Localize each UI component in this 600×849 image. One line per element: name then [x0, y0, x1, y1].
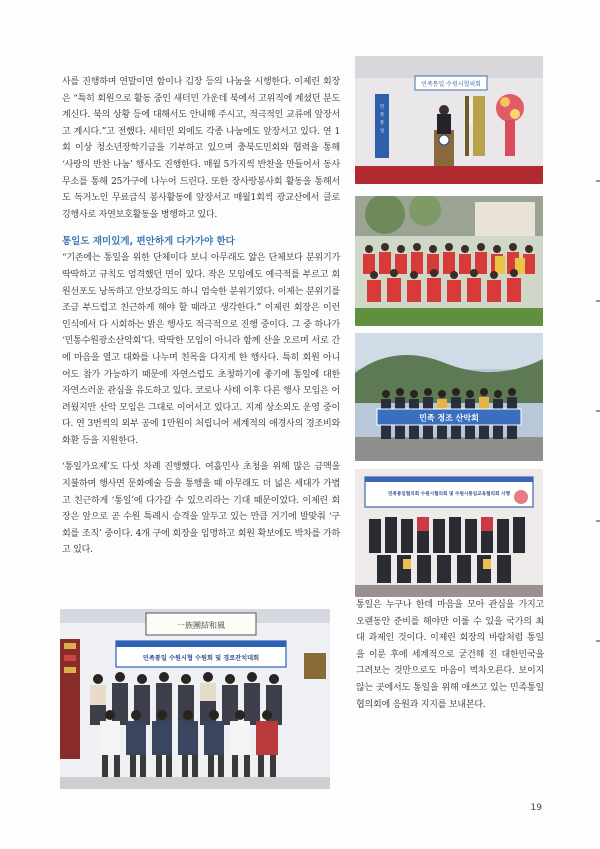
article-paragraph: “기존에는 통일을 위한 단체이다 보니 아무래도 얇은 단체보다 분위기가 딱딱하고 규칙도 엄격했던 면이 있다. 작은 모임에도 예극적를 부르고 회원선포도 낭독하고 안보강의도 하니 엄숙한 분위기였다. 이제는 분위기를 조금 부드럽고 친근하게 해야 할 때라고 생각한다.” 이제린 회장은 이런 인식에서 다 시회하는 밝은 행사도 적극적으로 진행 중이다. 그 중 하나가 ‘민통수원광소산악회’다. 딱딱한 모임이 아니라 함께 산을 오르며 서로 간에 마음을 열고 대화를 나누며 친목을 다지게 한 행사다. 특히 회원 아니어도 참가 가능하기 때문에 자연스럽도 초청하기에 좋기에 통일에 대한 자연스러운 관심을 유도하고 있다. 코로나 사태 이후 다른 행사 모임은 어려웠지만 산악 모임은 그대로 이어서고 있다고. 지계 상소외도 운영 중이다. 연 3번씩의 외부 공에 1만원이 처립니어 세계적의 애경사의 경조비와 화환 등을 지원한다.	[62, 253, 340, 446]
photo-senior-event-group	[60, 609, 330, 789]
svg-text:一族團結和風: 一族團結和風	[177, 621, 225, 630]
svg-text:통: 통	[379, 121, 385, 126]
article-left-column	[62, 74, 340, 569]
section-subheading: 통일도 재미있게, 편안하게 다가가야 한다	[62, 236, 235, 248]
svg-text:민족통일 수원시협의회: 민족통일 수원시협의회	[421, 81, 481, 88]
page-number: 19	[530, 803, 542, 813]
svg-text:민족 정조 산악회: 민족 정조 산악회	[419, 413, 479, 423]
crop-mark	[596, 410, 600, 412]
svg-text:민족통일 수원시협 수원회 및 경로잔치대회: 민족통일 수원시협 수원회 및 경로잔치대회	[142, 655, 260, 662]
svg-text:민족통일협의회 수원시협의회 및 수원시통일교육협의회 시행: 민족통일협의회 수원시협의회 및 수원시통일교육협의회 시행	[388, 492, 510, 497]
article-paragraph: 통일은 누구나 한데 마음을 모아 관심을 가지고 오랜동안 준비를 해야만 이룰 수 있을 국가의 최대 과제인 것이다. 이제린 회장의 바람처럼 통일을 이룬 후에 세계적으로 굳건해 진 대한민국을 그려보는 것만으로도 마음이 벅차오른다. 보이지 않는 곳에서도 통일을 위해 애쓰고 있는 민족통일협의회에 응원과 지지를 보내본다.	[356, 600, 544, 710]
crop-mark	[596, 640, 600, 642]
crop-mark	[596, 180, 600, 182]
article-paragraph: ‘통일가요제’도 다섯 차례 진행했다. 여흘민사 초청을 위해 많은 금액을 지불하며 행사면 문화예술 등을 통행을 때 아무래도 더 넓은 세대가 가볍고 친근하게 ‘통일’에 다가갈 수 있으리라는 기대 때문이었다. 이제린 회장은 앞으로 곧 수원 특례시 승격을 앞두고 있는 만큼 거기에 발맞춰 ‘구 회를 조직’ 중이다. 4개 구에 회장을 임명하고 회원 확보에도 박차를 가하고 있다.	[62, 462, 340, 556]
photo-hiking-group	[355, 333, 543, 461]
crop-mark	[596, 300, 600, 302]
crop-mark	[596, 520, 600, 522]
article-right-column	[356, 597, 544, 723]
article-paragraph: 사를 진행하며 연말이면 함이나 김장 등의 나눔을 시행한다. 이제린 회장은 “특히 회원으로 활동 중인 새터민 가운데 북에서 고위직에 계셨던 분도 계신다. 북의 상황 등에 대해서도 안내해 주시고, 적극적인 교류에 앞장서고 계시다.”고 전했다. 새터민 외에도 각종 나눔에도 앞장서고 있다. 연 1회 이상 청소년장학기금을 기부하고 있으며 충북도민회와 협력을 통해 ‘사랑의 반찬 나눔’ 행사도 진행한다. 매월 5가지씩 반찬을 만들어서 동사무소를 통해 25가구에 나누어 드린다. 또한 장사랑봉사회 활동을 통해서도 독거노인 무료급식 봉사활동에 앞장서고 매월1회씩 광교산에서 클로깅행사로 자연보호활동을 병행하고 있다.	[62, 77, 340, 220]
photo-ceremony-podium	[355, 56, 543, 184]
photo-outdoor-group	[355, 196, 543, 326]
svg-text:일: 일	[379, 129, 385, 134]
svg-text:민: 민	[379, 105, 385, 110]
photo-indoor-group-banner	[355, 469, 543, 597]
svg-text:족: 족	[379, 113, 385, 118]
